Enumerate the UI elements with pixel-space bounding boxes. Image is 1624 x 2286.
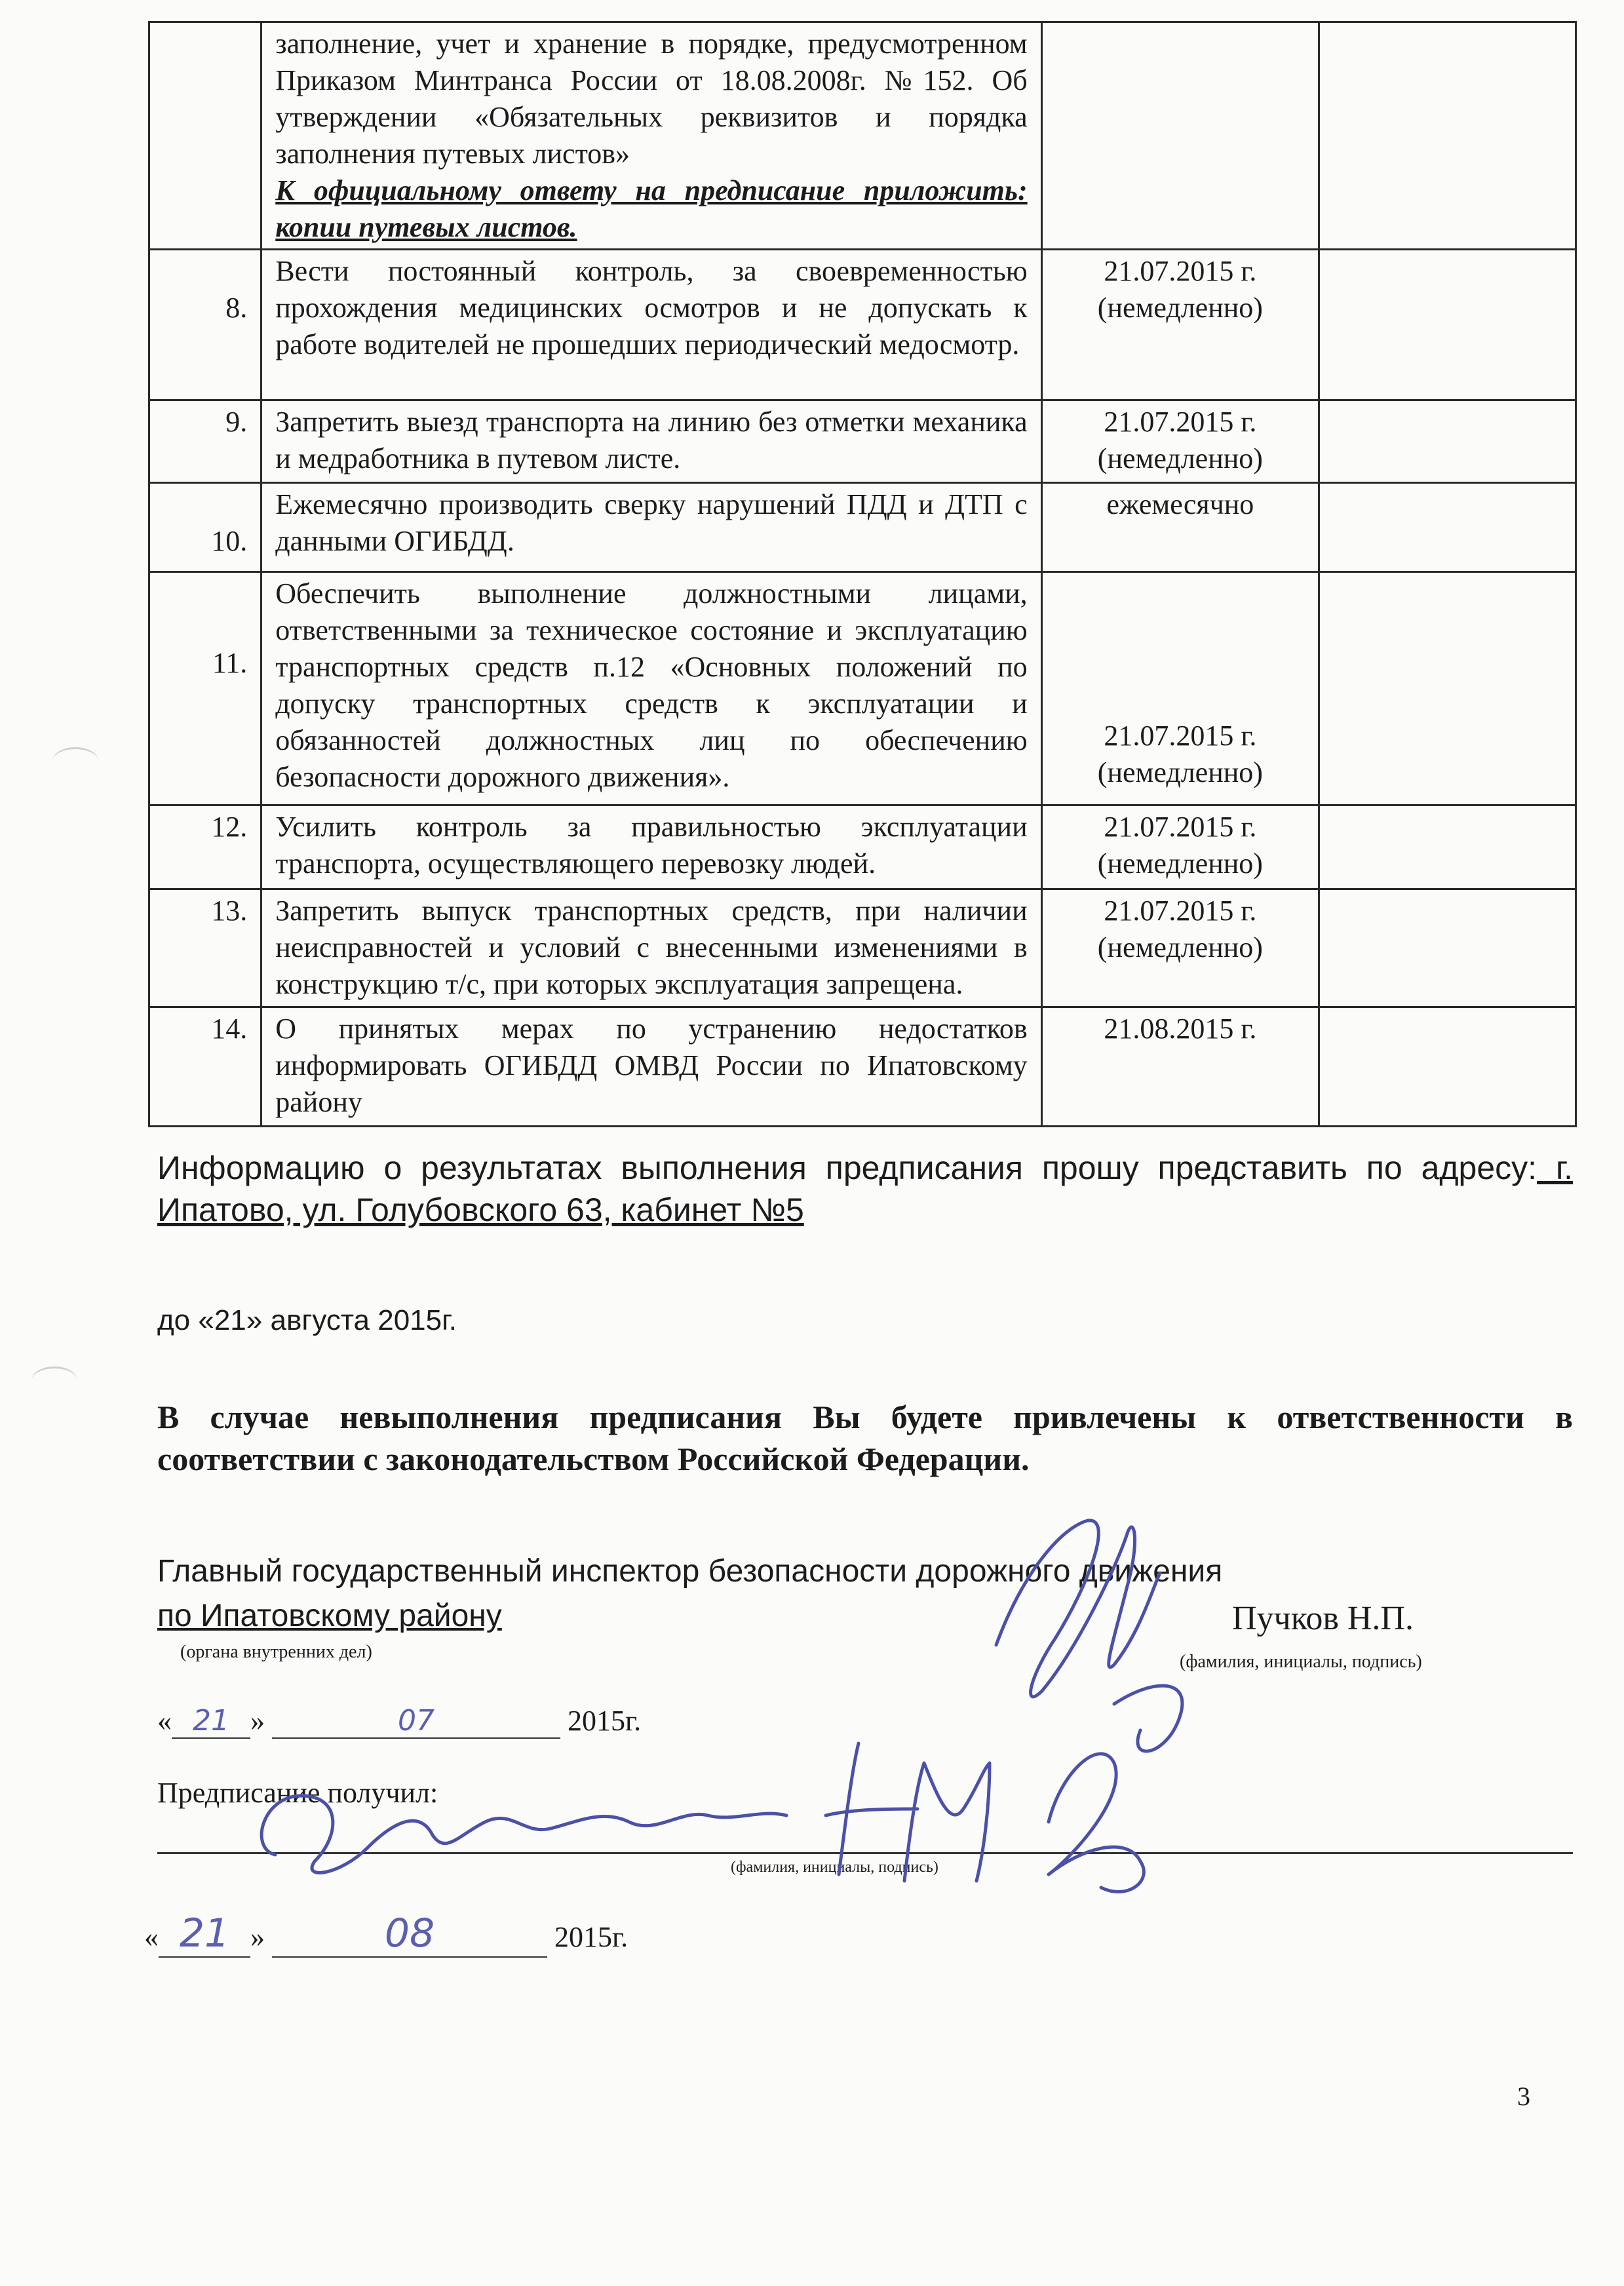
deadline-line: до «21» августа 2015г. bbox=[157, 1304, 457, 1336]
received-signature-line bbox=[157, 1852, 1573, 1854]
table-row bbox=[149, 400, 1576, 483]
row-number: 14. bbox=[149, 1007, 261, 1127]
date-open: « bbox=[157, 1705, 172, 1737]
row-number: 11. bbox=[149, 572, 261, 805]
row-date-value: 21.07.2015 г. bbox=[1104, 720, 1257, 752]
row-mark bbox=[1319, 250, 1576, 400]
row-date-note: (немедленно) bbox=[1097, 931, 1263, 963]
inspector-name: Пучков Н.П. bbox=[1232, 1600, 1414, 1637]
date-mid: » bbox=[250, 1921, 265, 1953]
row-date-value: 21.07.2015 г. bbox=[1104, 811, 1257, 843]
row-date-note: (немедленно) bbox=[1097, 292, 1263, 324]
row-mark bbox=[1319, 805, 1576, 889]
warning-paragraph: В случае невыполнения предписания Вы будете привлечены к ответственности в соответствии с законодательством Российской Федерации. bbox=[157, 1399, 1573, 1477]
measures-table bbox=[148, 21, 1577, 1127]
row-date bbox=[1041, 250, 1319, 400]
row-number: 12. bbox=[149, 805, 261, 889]
row-text: Запретить выезд транспорта на линию без отметки механика и медработника в путевом листе. bbox=[261, 400, 1041, 483]
received-date bbox=[144, 1910, 628, 1958]
row-date bbox=[1041, 572, 1319, 805]
row-number: 10. bbox=[149, 483, 261, 572]
inspector-title: Главный государственный инспектор безопасности дорожного движения bbox=[157, 1554, 1223, 1589]
row-date bbox=[1041, 889, 1319, 1007]
table-row bbox=[149, 889, 1576, 1007]
received-label: Предписание получил: bbox=[157, 1777, 438, 1809]
info-paragraph bbox=[157, 1147, 1573, 1231]
row-date-value: 21.07.2015 г. bbox=[1104, 255, 1257, 287]
row-date-note: (немедленно) bbox=[1097, 847, 1263, 880]
row-number: 8. bbox=[149, 250, 261, 400]
row-date-note: (немедленно) bbox=[1097, 442, 1263, 475]
row-mark bbox=[1319, 1007, 1576, 1127]
date-month: 07 bbox=[272, 1704, 560, 1739]
row-mark bbox=[1319, 483, 1576, 572]
date-day: 21 bbox=[172, 1704, 250, 1739]
inspector-signature-tail bbox=[1114, 1686, 1182, 1751]
row-date bbox=[1041, 22, 1319, 250]
table-row bbox=[149, 22, 1576, 250]
inspector-date bbox=[157, 1704, 641, 1739]
info-text: Информацию о результатах выполнения предписания прошу представить по адресу: bbox=[157, 1150, 1537, 1186]
table-row bbox=[149, 1007, 1576, 1127]
date-year: 2015г. bbox=[554, 1921, 628, 1953]
table-row bbox=[149, 250, 1576, 400]
row-date-value: 21.07.2015 г. bbox=[1104, 895, 1257, 927]
row-number bbox=[149, 22, 261, 250]
row-note bbox=[275, 172, 1027, 246]
name-caption: (фамилия, инициалы, подпись) bbox=[1180, 1652, 1422, 1672]
date-mid: » bbox=[250, 1705, 265, 1737]
info-address: г. Ипатово, ул. Голубовского 63, кабинет №5 bbox=[157, 1150, 1574, 1228]
page-number: 3 bbox=[1517, 2082, 1530, 2111]
row-text: О принятых мерах по устранению недостатков информировать ОГИБДД ОМВД России по Ипатовскому району bbox=[261, 1007, 1041, 1127]
row-number: 9. bbox=[149, 400, 261, 483]
row-date-value: 21.07.2015 г. bbox=[1104, 406, 1257, 438]
table-row bbox=[149, 805, 1576, 889]
organ-caption: (органа внутренних дел) bbox=[180, 1642, 372, 1662]
row-number: 13. bbox=[149, 889, 261, 1007]
punch-hole-mark bbox=[31, 1366, 77, 1395]
row-date-value: 21.08.2015 г. bbox=[1104, 1013, 1257, 1045]
date-open: « bbox=[144, 1921, 159, 1953]
inspector-signature bbox=[996, 1521, 1160, 1697]
inspector-district: по Ипатовскому району bbox=[157, 1598, 502, 1633]
row-date bbox=[1041, 400, 1319, 483]
received-signature-flourish bbox=[1049, 1754, 1144, 1892]
row-text: Запретить выпуск транспортных средств, при наличии неисправностей и условий с внесенными изменениями в конструкцию т/с, при которых эксплуатация запрещена. bbox=[261, 889, 1041, 1007]
row-mark bbox=[1319, 572, 1576, 805]
table-row bbox=[149, 572, 1576, 805]
row-note-text: К официальному ответу на предписание приложить: копии путевых листов. bbox=[275, 174, 1028, 243]
row-date bbox=[1041, 1007, 1319, 1127]
row-mark bbox=[1319, 889, 1576, 1007]
row-text: Усилить контроль за правильностью эксплуатации транспорта, осуществляющего перевозку людей. bbox=[261, 805, 1041, 889]
row-date-value: ежемесячно bbox=[1106, 488, 1254, 520]
received-caption: (фамилия, инициалы, подпись) bbox=[731, 1859, 938, 1876]
row-date bbox=[1041, 805, 1319, 889]
row-text: Вести постоянный контроль, за своевременностью прохождения медицинских осмотров и не допускать к работе водителей не прошедших периодический медосмотр. bbox=[261, 250, 1041, 400]
row-mark bbox=[1319, 22, 1576, 250]
row-text-body: заполнение, учет и хранение в порядке, предусмотренном Приказом Минтранса России от 18.08.2008г. №152. Об утверждении «Обязательных реквизитов и порядка заполнения путевых листов» bbox=[275, 28, 1028, 170]
table-row bbox=[149, 483, 1576, 572]
row-mark bbox=[1319, 400, 1576, 483]
row-date bbox=[1041, 483, 1319, 572]
punch-hole-mark bbox=[52, 747, 98, 775]
date-day: 21 bbox=[159, 1910, 250, 1958]
row-text bbox=[261, 22, 1041, 250]
row-text: Обеспечить выполнение должностными лицами, ответственными за техническое состояние и эксплуатацию транспортных средств п.12 «Основных положений по допуску транспортных средств к эксплуатации и обязанностей должностных лиц по обеспечению безопасности дорожного движения». bbox=[261, 572, 1041, 805]
row-date-note: (немедленно) bbox=[1097, 756, 1263, 788]
date-month: 08 bbox=[272, 1910, 547, 1958]
row-text: Ежемесячно производить сверку нарушений ПДД и ДТП с данными ОГИБДД. bbox=[261, 483, 1041, 572]
date-year: 2015г. bbox=[568, 1705, 642, 1737]
